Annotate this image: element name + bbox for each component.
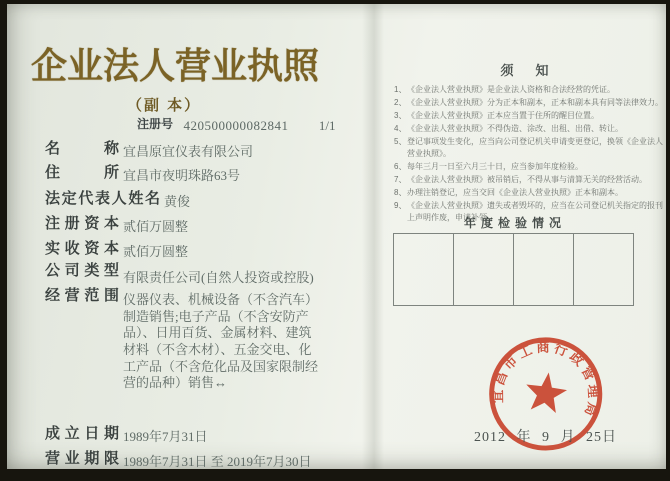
notice-item-text: 《企业法人营业执照》是企业法人资格和合法经营的凭证。 (407, 85, 615, 94)
field-row-established-date (45, 426, 208, 446)
field-label: 注册资本 (45, 215, 119, 232)
notice-item-number: 4、 (394, 124, 407, 133)
field-row-name (45, 141, 253, 161)
notice-title: 须知 (500, 63, 571, 78)
field-row-legal-representative (45, 191, 190, 211)
field-label: 名称 (45, 140, 119, 157)
notice-list (394, 84, 664, 225)
field-row-registered-capital (45, 216, 188, 236)
field-value: 仪器仪表、机械设备（不含汽车）制造销售;电子产品（不含安防产品）、日用百货、金属材料、建筑材料（不含木材）、五金交电、化工产品（不含危化品及国家限制经营的品种）销售↔ (123, 292, 319, 391)
license-notice-page (382, 34, 667, 464)
inspection-cell (514, 234, 574, 305)
field-value: 1989年7月31日 (123, 429, 208, 444)
field-label: 实收资本 (45, 240, 119, 257)
seal-star-icon (523, 370, 569, 414)
notice-item-text: 《企业法人营业执照》被吊销后，不得从事与清算无关的经营活动。 (407, 175, 647, 184)
notice-item (394, 187, 664, 199)
field-value: 1989年7月31日 至 2019年7月30日 (123, 454, 312, 469)
notice-item (394, 97, 664, 109)
reg-no-value: 420500000082841 (183, 118, 289, 133)
license-booklet (7, 4, 666, 469)
inspection-cell (454, 234, 514, 305)
notice-item-number: 3、 (394, 111, 407, 120)
field-label: 公司类型 (45, 262, 119, 279)
notice-item-number: 7、 (394, 175, 407, 184)
issue-date: 2012 年 9 月 25日 (474, 430, 617, 445)
field-row-paidin-capital (45, 241, 188, 261)
field-row-company-type (45, 263, 314, 287)
inspection-cell (574, 234, 633, 305)
notice-item (394, 110, 664, 122)
notice-item (394, 123, 664, 135)
annual-inspection-table (393, 233, 634, 306)
notice-item (394, 136, 664, 160)
field-label: 法定代表人姓名 (45, 190, 160, 207)
field-label: 住所 (45, 164, 119, 181)
registration-line (137, 115, 336, 133)
page-fold (362, 4, 384, 469)
notice-item-number: 9、 (394, 201, 407, 210)
notice-item-text: 《企业法人营业执照》不得伪造、涂改、出租、出借、转让。 (407, 124, 623, 133)
notice-item-text: 每年三月一日至六月三十日，应当参加年度检验。 (407, 162, 583, 171)
license-main-page (31, 34, 363, 469)
field-label: 经营范围 (45, 287, 119, 304)
notice-item-number: 5、 (394, 137, 407, 146)
notice-item (394, 161, 664, 173)
inspection-cell (394, 234, 454, 305)
field-row-business-scope (45, 288, 321, 392)
notice-item-text: 《企业法人营业执照》正本应当置于住所的醒目位置。 (407, 111, 599, 120)
field-value: 宜昌原宜仪表有限公司 (123, 144, 254, 159)
notice-item-text: 办理注销登记，应当交回《企业法人营业执照》正本和副本。 (407, 188, 623, 197)
seal-text: 宜昌市工商行政管理局 (490, 339, 602, 420)
field-value: 有限责任公司(自然人投资或控股) (123, 270, 314, 285)
field-value: 黄俊 (164, 194, 191, 209)
notice-item-text: 《企业法人营业执照》分为正本和副本，正本和副本具有同等法律效力。 (407, 98, 663, 107)
notice-item (394, 84, 664, 96)
annual-inspection-title: 年度检验情况 (463, 216, 566, 230)
notice-item-number: 6、 (394, 162, 407, 171)
notice-item (394, 174, 664, 186)
field-value: 贰佰万圆整 (123, 244, 189, 259)
license-title: 企业法人营业执照 (31, 45, 320, 86)
field-value: 贰佰万圆整 (123, 219, 189, 234)
notice-item-text: 登记事项发生变化，应当向公司登记机关申请变更登记，换领《企业法人营业执照》。 (407, 137, 663, 158)
notice-item-number: 1、 (394, 85, 407, 94)
notice-item-number: 2、 (394, 98, 407, 107)
field-label: 营业期限 (45, 450, 119, 467)
page-number: 1/1 (318, 118, 336, 133)
field-row-business-term (45, 451, 312, 471)
notice-item-number: 8、 (394, 188, 407, 197)
notice-item-text: 《企业法人营业执照》遗失或者毁坏的，应当在公司登记机关指定的报刊上声明作废，申请补领。 (407, 201, 663, 222)
field-row-address (45, 165, 240, 185)
license-subtitle: （副 本） (127, 97, 202, 114)
field-value: 宜昌市夜明珠路63号 (123, 168, 241, 183)
reg-no-label: 注册号 (137, 117, 174, 131)
field-label: 成立日期 (45, 425, 119, 442)
